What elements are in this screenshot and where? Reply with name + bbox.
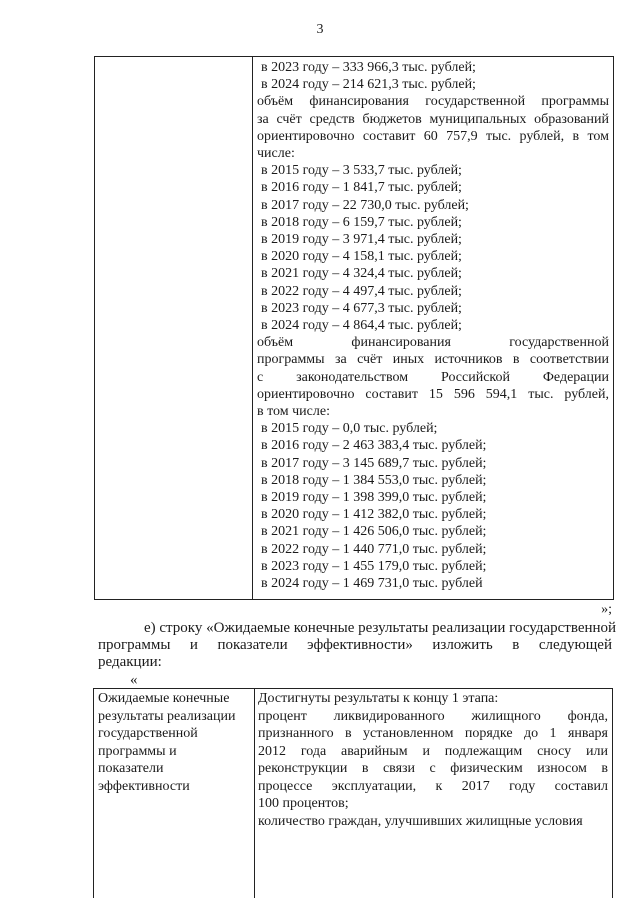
heading-line: эффективности xyxy=(98,778,190,794)
heading-line: результаты реализации xyxy=(98,708,236,724)
page-number: 3 xyxy=(316,22,324,37)
municipal-paragraph-line: за счёт средств бюджетов муниципальных образований xyxy=(257,111,609,127)
other-sources-year-line: в 2017 году – 3 145 689,7 тыс. рублей; xyxy=(261,455,487,471)
financing-table xyxy=(94,56,614,600)
results-line: количество граждан, улучшивших жилищные условия xyxy=(258,813,583,829)
results-line: Достигнуты результаты к концу 1 этапа: xyxy=(258,691,499,706)
year-line: в 2023 году – 333 966,3 тыс. рублей; xyxy=(261,60,476,75)
table-column-divider xyxy=(252,57,253,599)
instruction-line: редакции: xyxy=(98,654,162,670)
heading-line: Ожидаемые конечные xyxy=(98,691,230,706)
results-line: 100 процентов; xyxy=(258,796,349,811)
instruction-line: е) строку «Ожидаемые конечные результаты реализации государственной xyxy=(144,620,617,636)
municipal-year-line: в 2018 году – 6 159,7 тыс. рублей; xyxy=(261,214,462,230)
other-sources-paragraph-line: программы за счёт иных источников в соответствии xyxy=(257,352,609,368)
table-column-divider xyxy=(254,689,255,898)
results-line: признанного в установленном порядке до 1 января xyxy=(258,726,608,741)
heading-line: показатели xyxy=(98,761,164,776)
other-sources-paragraph-line: с законодательством Российской Федерации xyxy=(257,369,609,385)
municipal-year-line: в 2019 году – 3 971,4 тыс. рублей; xyxy=(261,232,462,248)
opening-quote: « xyxy=(130,672,138,688)
results-table xyxy=(93,688,613,898)
results-line: 2012 года аварийным и подлежащим сносу или xyxy=(258,743,608,759)
results-line: процессе эксплуатации, к 2017 году составил xyxy=(258,778,608,794)
heading-line: программы и xyxy=(98,743,177,759)
municipal-year-line: в 2017 году – 22 730,0 тыс. рублей; xyxy=(261,197,469,213)
other-sources-year-line: в 2022 году – 1 440 771,0 тыс. рублей; xyxy=(261,541,487,557)
other-sources-year-line: в 2016 году – 2 463 383,4 тыс. рублей; xyxy=(261,438,487,454)
other-sources-paragraph-line: ориентировочно составит 15 596 594,1 тыс. рублей, xyxy=(257,386,609,402)
municipal-paragraph-line: ориентировочно составит 60 757,9 тыс. рублей, в том xyxy=(257,128,609,144)
other-sources-year-line: в 2019 году – 1 398 399,0 тыс. рублей; xyxy=(261,490,487,506)
municipal-paragraph-line: объём финансирования государственной программы xyxy=(257,94,609,110)
municipal-year-line: в 2022 году – 4 497,4 тыс. рублей; xyxy=(261,283,462,299)
results-heading-cell xyxy=(98,690,250,795)
municipal-paragraph-line: числе: xyxy=(257,146,295,162)
municipal-year-line: в 2020 году – 4 158,1 тыс. рублей; xyxy=(261,249,462,265)
other-sources-paragraph-line: объём финансирования государственной xyxy=(257,335,609,351)
municipal-year-line: в 2016 году – 1 841,7 тыс. рублей; xyxy=(261,180,462,196)
other-sources-paragraph-line: в том числе: xyxy=(257,404,330,420)
results-content-cell xyxy=(258,690,608,830)
other-sources-year-line: в 2024 году – 1 469 731,0 тыс. рублей xyxy=(261,576,483,592)
results-line: процент ликвидированного жилищного фонда, xyxy=(258,708,608,724)
year-line: в 2024 году – 214 621,3 тыс. рублей; xyxy=(261,77,476,93)
other-sources-year-line: в 2018 году – 1 384 553,0 тыс. рублей; xyxy=(261,472,487,488)
municipal-year-line: в 2015 году – 3 533,7 тыс. рублей; xyxy=(261,163,462,179)
municipal-year-line: в 2021 году – 4 324,4 тыс. рублей; xyxy=(261,266,462,282)
municipal-year-line: в 2023 году – 4 677,3 тыс. рублей; xyxy=(261,300,462,316)
municipal-year-line: в 2024 году – 4 864,4 тыс. рублей; xyxy=(261,318,462,334)
results-line: реконструкции в связи с физическим износом в xyxy=(258,761,608,776)
other-sources-year-line: в 2023 году – 1 455 179,0 тыс. рублей; xyxy=(261,558,487,574)
instruction-line: программы и показатели эффективности» изложить в следующей xyxy=(98,637,612,653)
other-sources-year-line: в 2015 году – 0,0 тыс. рублей; xyxy=(261,421,438,437)
other-sources-year-line: в 2021 году – 1 426 506,0 тыс. рублей; xyxy=(261,524,487,540)
closing-quote: »; xyxy=(601,602,612,617)
amendment-instruction xyxy=(98,620,617,671)
heading-line: государственной xyxy=(98,726,198,741)
financing-cell xyxy=(257,59,609,592)
other-sources-year-line: в 2020 году – 1 412 382,0 тыс. рублей; xyxy=(261,507,487,523)
